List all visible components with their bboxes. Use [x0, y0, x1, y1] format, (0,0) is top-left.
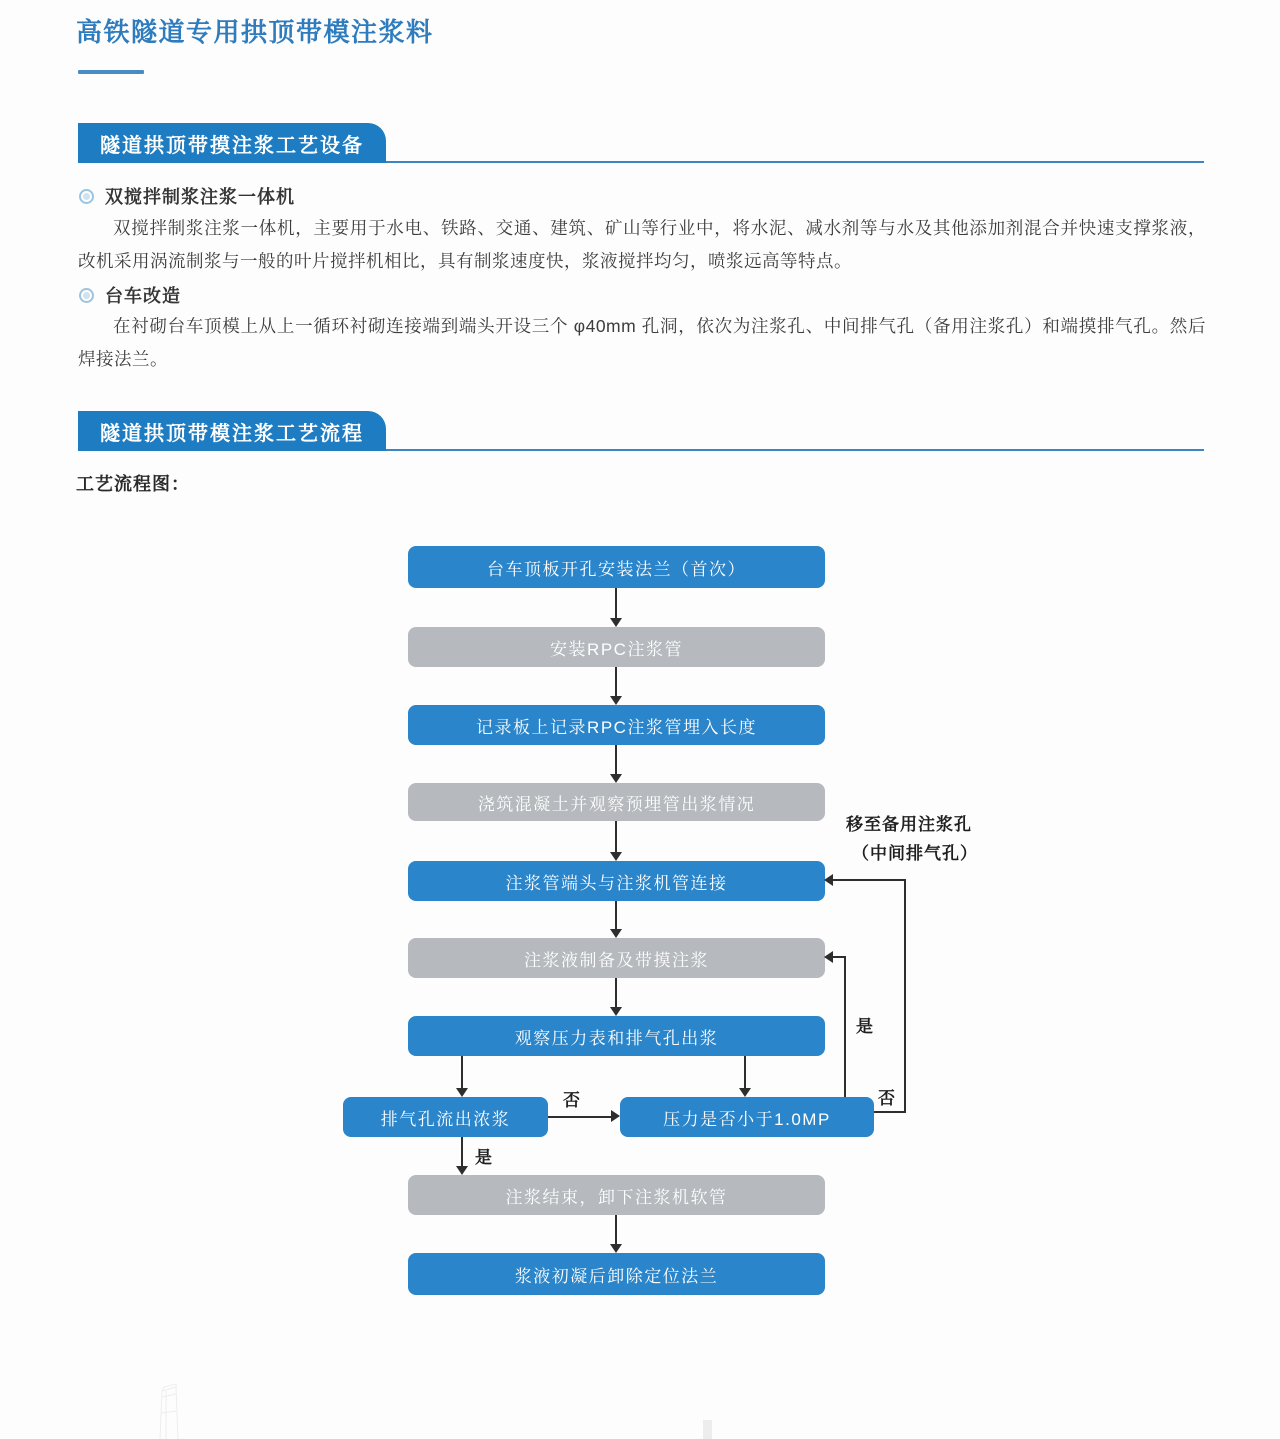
flow-node-drill-flange: 台车顶板开孔安装法兰（首次） [408, 546, 825, 588]
loop-annotation-line1: 移至备用注浆孔 [846, 815, 972, 834]
flow-node-prepare-grout: 注浆液制备及带摸注浆 [408, 938, 825, 978]
arrow-down-icon [610, 1244, 622, 1253]
edge-label-yes-loop: 是 [856, 1017, 873, 1036]
connector-line [832, 956, 846, 958]
page-title: 高铁隧道专用拱顶带模注浆料 [76, 17, 434, 47]
connector-line [844, 957, 846, 1097]
loop-annotation [846, 810, 978, 868]
arrow-down-icon [456, 1088, 468, 1097]
flow-node-pour-concrete: 浇筑混凝土并观察预埋管出浆情况 [408, 783, 825, 821]
arrow-down-icon [610, 929, 622, 938]
title-underline [78, 70, 144, 74]
arrow-down-icon [610, 696, 622, 705]
paragraph-trolley: 在衬砌台车顶模上从上一循环衬砌连接端到端头开设三个 φ40mm 孔洞，依次为注浆孔、中间排气孔（备用注浆孔）和端摸排气孔。然后焊接法兰。 [78, 316, 1206, 369]
arrow-left-icon [824, 951, 833, 963]
double-circle-icon [79, 288, 94, 303]
connector-line [615, 821, 617, 852]
flow-node-grouting-end: 注浆结束，卸下注浆机软管 [408, 1175, 825, 1215]
arrow-down-icon [610, 618, 622, 627]
flow-node-pressure-check: 压力是否小于1.0MP [620, 1097, 874, 1137]
arrow-down-icon [610, 774, 622, 783]
connector-line [615, 901, 617, 929]
arrow-down-icon [456, 1166, 468, 1175]
connector-line [615, 667, 617, 696]
flow-node-remove-flange: 浆液初凝后卸除定位法兰 [408, 1253, 825, 1295]
connector-line [615, 745, 617, 774]
page-speck [703, 1420, 712, 1439]
edge-label-yes: 是 [475, 1148, 492, 1167]
arrow-left-icon [824, 874, 833, 886]
section-banner-equipment: 隧道拱顶带摸注浆工艺设备 [78, 123, 386, 163]
section-banner-process: 隧道拱顶带模注浆工艺流程 [78, 411, 386, 451]
flow-node-observe-gauge: 观察压力表和排气孔出浆 [408, 1016, 825, 1056]
arrow-down-icon [610, 852, 622, 861]
edge-label-no-loop: 否 [878, 1089, 895, 1108]
connector-line [461, 1137, 463, 1166]
bullet-label-trolley: 台车改造 [105, 286, 181, 306]
bullet-row [79, 183, 295, 209]
flow-node-record-length: 记录板上记录RPC注浆管埋入长度 [408, 705, 825, 745]
watermark-building [138, 1383, 198, 1439]
loop-annotation-line2: （中间排气孔） [852, 844, 978, 863]
bullet-label-mixer: 双搅拌制浆注浆一体机 [105, 187, 295, 207]
connector-line [615, 978, 617, 1007]
connector-line [548, 1116, 611, 1118]
flow-node-install-rpc-pipe: 安装RPC注浆管 [408, 627, 825, 667]
flow-node-connect-machine: 注浆管端头与注浆机管连接 [408, 861, 825, 901]
flow-caption: 工艺流程图： [76, 474, 190, 494]
connector-line [615, 588, 617, 618]
connector-line [744, 1056, 746, 1088]
connector-line [461, 1056, 463, 1088]
bullet-row [79, 282, 181, 308]
connector-line [904, 880, 906, 1113]
double-circle-icon [79, 189, 94, 204]
connector-line [832, 879, 906, 881]
connector-line [615, 1215, 617, 1244]
paragraph-mixer: 双搅拌制浆注浆一体机，主要用于水电、铁路、交通、建筑、矿山等行业中，将水泥、减水剂等与水及其他添加剂混合并快速支撑浆液，改机采用涡流制浆与一般的叶片搅拌机相比，具有制浆速度快，浆液搅拌均匀，喷浆远高等特点。 [78, 218, 1206, 271]
connector-line [874, 1111, 906, 1113]
flow-node-vent-thick-grout: 排气孔流出浓浆 [343, 1097, 548, 1137]
arrow-right-icon [611, 1110, 620, 1122]
arrow-down-icon [739, 1088, 751, 1097]
edge-label-no: 否 [563, 1091, 580, 1110]
arrow-down-icon [610, 1007, 622, 1016]
